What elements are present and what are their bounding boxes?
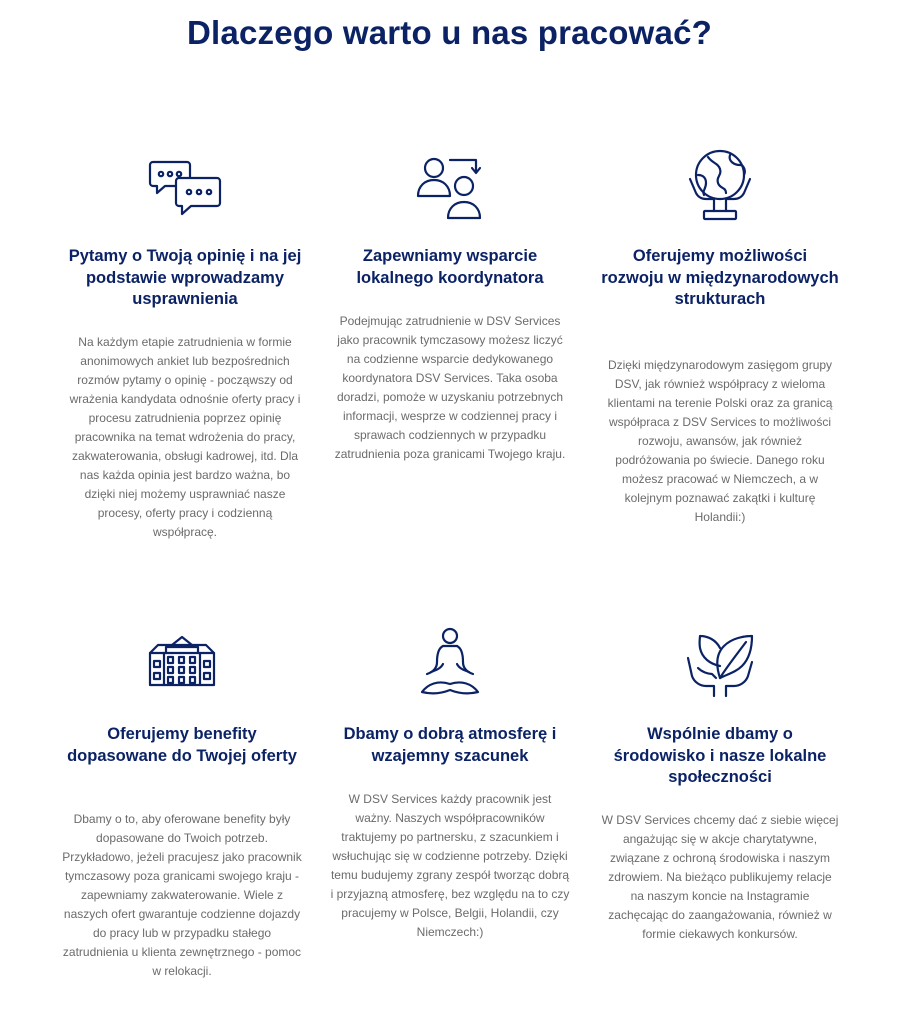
card-body: W DSV Services każdy pracownik jest ważny. Naszych współpracowników traktujemy po partnersku, z szacunkiem i wsłuchując się w codzienne potrzeby. Dzięki temu budujemy zgrany zespół tworząc dobrą i przyjazną atmosferę, bez względu na to czy pracujemy w Polsce, Belgii, Holandii, czy Niemczech:): [330, 792, 570, 939]
card-heading: Wspólnie dbamy o środowisko i nasze lokalne społeczności: [613, 725, 827, 786]
meditation-icon: [410, 622, 490, 702]
globe-in-hand-icon: [680, 145, 760, 225]
card-heading: Oferujemy benefity dopasowane do Twojej oferty: [67, 725, 297, 765]
card-heading: Oferujemy możliwości rozwoju w międzynarodowych strukturach: [601, 247, 839, 308]
card-heading: Dbamy o dobrą atmosferę i wzajemny szacunek: [343, 725, 557, 765]
card-body: Na każdym etapie zatrudnienia w formie anonimowych ankiet lub bezpośrednich rozmów pytamy o opinię - począwszy od wrażenia kandydata odnośnie oferty pracy i procesu zatrudnienia poprzez opinię pracownika na temat wdrożenia do pracy, zakwaterowania, obsługi kadrowej, itd. Dla nas każda opinia jest bardzo ważna, bo dzięki niej możemy usprawniać nasze procesy, oferty pracy i codzienną współpracę.: [69, 335, 301, 539]
people-support-icon: [410, 146, 490, 226]
card-body: Podejmując zatrudnienie w DSV Services jako pracownik tymczasowy możesz liczyć na codzienne wsparcie dedykowanego koordynatora DSV Services. Taka osoba doradzi, pomoże w uzyskaniu potrzebnych informacji, wesprze w codziennej pracy i sprawach codziennych w przypadku zatrudnienia poza granicami Twojego kraju.: [334, 314, 566, 461]
card-body: Dzięki międzynarodowym zasięgom grupy DSV, jak również współpracy z wieloma klientami na terenie Polski oraz za granicą współpraca z DSV Services to możliwości rozwoju, awansów, jak również podróżowania po świecie. Danego roku możesz pracować w Niemczech, a w kolejnym poznawać zakątki i kulturę Holandii:): [607, 358, 833, 524]
card-body: Dbamy o to, aby oferowane benefity były dopasowane do Twoich potrzeb. Przykładowo, jeżeli pracujesz jako pracownik tymczasowy poza granicami swojego kraju - zapewniamy zakwaterowanie. Wiele z naszych ofert gwarantuje codzienne dojazdy do pracy lub w przypadku stałego zatrudnienia u klienta zewnętrznego - pomoc w relokacji.: [62, 812, 302, 978]
card-body: W DSV Services chcemy dać z siebie więcej angażując się w akcje charytatywne, związane z ochroną środowiska i naszym zdrowiem. Na bieżąco publikujemy relacje na naszym koncie na Instagramie zachęcając do zaangażowania, również w formie ciekawych konkursów.: [601, 813, 839, 941]
hands-leaf-icon: [680, 622, 760, 702]
card-heading: Zapewniamy wsparcie lokalnego koordynatora: [356, 247, 544, 287]
page-title: Dlaczego warto u nas pracować?: [187, 14, 712, 51]
card-heading: Pytamy o Twoją opinię i na jej podstawie wprowadzamy usprawnienia: [68, 247, 302, 308]
chat-bubbles-icon: [145, 148, 225, 228]
building-icon: [142, 623, 222, 703]
